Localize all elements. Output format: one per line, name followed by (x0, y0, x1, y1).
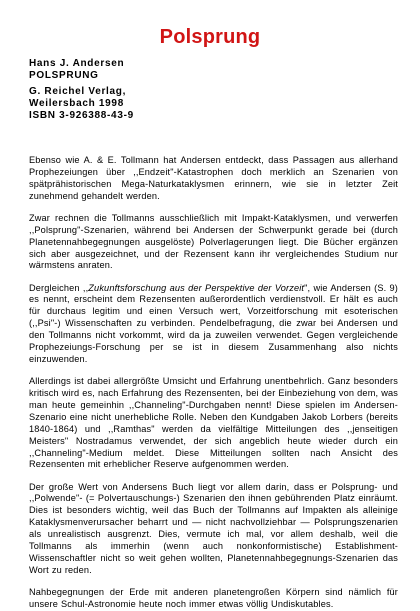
publication-place-year: Weilersbach 1998 (29, 98, 124, 109)
paragraph-6: Nahbegegnungen der Erde mit anderen planetengroßen Körpern sind nämlich für unsere Schul-Astronomie heute noch immer etwas völlig Undiskutables. (29, 586, 398, 609)
author-name: Hans J. Andersen (29, 58, 125, 69)
paragraph-2: Zwar rechnen die Tollmanns ausschließlich mit Impakt-Kataklysmen, und verwerfen ,,Polsprung"-Szenarien, während bei Andersen der Schwerpunkt gerade bei (durch Planetennahbegegnungen ausgelöste) Polverlagerungen liegt. Die Bücher ergänzen sich aber ausgezeichnet, und der Rezensent kann ihr vergleichendes Studium nur wärmstens anraten. (29, 212, 398, 271)
paragraph-4: Allerdings ist dabei allergrößte Umsicht und Erfahrung unentbehrlich. Ganz besonders kritisch wird es, nach Erfahrung des Rezensenten, bei der Einbeziehung von dem, was man heute gemeinhin ,,Channeling"-Durchgaben nennt! Diese spielen im Andersen-Szenario eine nicht unerhebliche Rolle. Neben den Kundgaben Jakob Lorbers (bereits 1840-1864) und ,,Ramthas" werden da vielfältige Mitteilungen des ,,jenseitigen Meisters" Nostradamus verwendet, der sich angeblich heute wieder durch ein ,,Channeling"-Medium meldet. Diese Mitteilungen sollten nach Ansicht des Rezensenten mit erheblicher Reserve aufgenommen werden. (29, 376, 398, 470)
publisher-name: G. Reichel Verlag, (29, 86, 127, 97)
paragraph-5: Der große Wert von Andersens Buch liegt vor allem darin, dass er Polsprung- und ,,Polwende"- (= Polvertauschungs-) Szenarien den ihnen gebührenden Platz einräumt. Dies ist besonders wichtig, weil das Buch der Tollmanns auf Impakten als alleinige Kataklysmenverursacher beharrt und — nicht nachvollziehbar — Polsprungszenarien als unrealistisch ausgrenzt. Dies, vermute ich mal, vor allem deshalb, weil die Tollmanns als immerhin (wenn auch nonkonformistische) Establishment-Wissenschaftler nicht so weit gehen wollten, Planetennahbegegnungs-Szenarien das Wort zu reden. (29, 481, 398, 575)
paragraph-1: Ebenso wie A. & E. Tollmann hat Andersen entdeckt, dass Passagen aus allerhand Prophezeiungen über ,,Endzeit"-Katastrophen doch merklich an Szenarien von spätprähistorischen Mega-Naturkataklysmen erinnern, wie sie in letzter Zeit zunehmend gehandelt werden. (29, 155, 398, 201)
paragraph-3-rest: ", wie Andersen (S. 9) es nennt, erscheint dem Rezensenten außerordentlich verdienstvoll. Er hält es auch für durchaus legitim und einen Versuch wert, Vorzeitforschung mit esoterischen (,,Psi"-) Wissenschaften zu verbinden. Pendelbefragung, die zwar bei Andersen und den Tollmanns nicht vorkommt, wird da ja zuweilen verwendet. Gegen vergleichende Prophezeiungs-Forschung per se ist in diesem Zusammenhang also nichts einzuwenden. (29, 282, 398, 364)
paragraph-3-italic-quote: Zukunftsforschung aus der Perspektive der Vorzeit (88, 282, 305, 293)
paragraph-3-lead: Dergleichen ,, (29, 282, 89, 293)
page-title: Polsprung (159, 26, 261, 48)
review-body (29, 155, 398, 611)
author-block (29, 58, 389, 82)
paragraph-3 (29, 283, 398, 366)
book-title: POLSPRUNG (29, 70, 99, 81)
publisher-block (29, 86, 389, 122)
isbn: ISBN 3-926388-43-9 (29, 110, 134, 121)
